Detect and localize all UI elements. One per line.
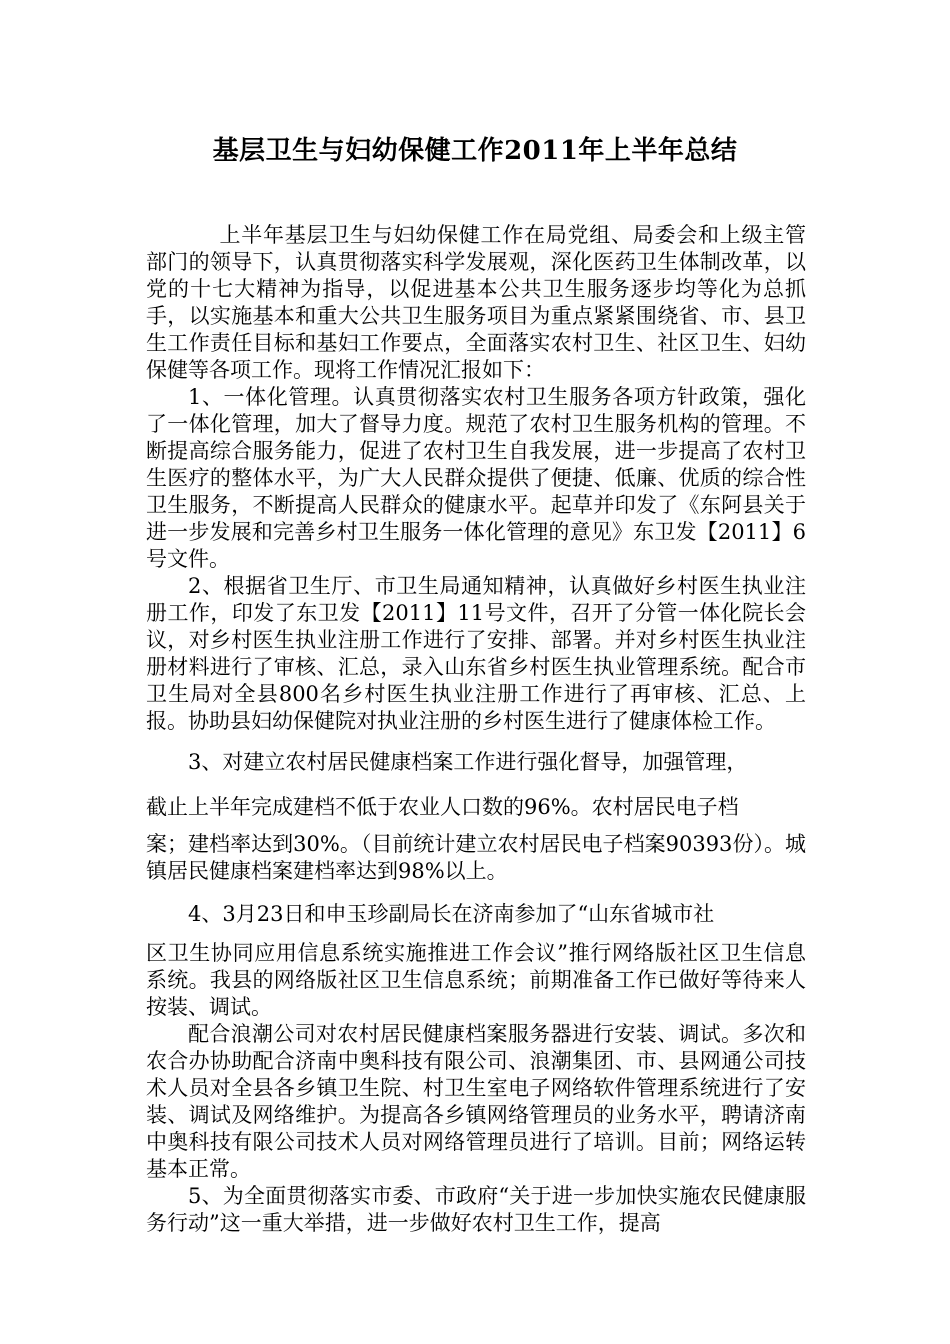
paragraph-item-3-line-2: 截止上半年完成建档不低于农业人口数的96%。农村居民电子档 [146, 795, 739, 819]
paragraph-item-4-rest: 区卫生协同应用信息系统实施推进工作会议”推行网络版社区卫生信息系统。我县的网络版社区卫生信息系统；前期准备工作已做好等待来人按装、调试。 [146, 941, 806, 1019]
paragraph-item-4-line-1: 4、3月23日和申玉珍副局长在济南参加了“山东省城市社 [188, 902, 715, 926]
document-body [146, 222, 806, 1237]
paragraph-network: 配合浪潮公司对农村居民健康档案服务器进行安装、调试。多次和农合办协助配合济南中奥科技有限公司、浪潮集团、市、县网通公司技术人员对全县各乡镇卫生院、村卫生室电子网络软件管理系统进行了安装、调试及网络维护。为提高各乡镇网络管理员的业务水平，聘请济南中奥科技有限公司技术人员对网络管理员进行了培训。目前；网络运转基本正常。 [146, 1022, 806, 1181]
paragraph-item-5: 5、为全面贯彻落实市委、市政府“关于进一步加快实施农民健康服务行动”这一重大举措，进一步做好农村卫生工作，提高 [146, 1184, 806, 1235]
paragraph-item-4 [146, 901, 806, 1021]
paragraph-item-2: 2、根据省卫生厅、市卫生局通知精神，认真做好乡村医生执业注册工作，印发了东卫发【2011】11号文件，召开了分管一体化院长会议，对乡村医生执业注册工作进行了安排、部署。并对乡村医生执业注册材料进行了审核、汇总，录入山东省乡村医生执业管理系统。配合市卫生局对全县800名乡村医生执业注册工作进行了再审核、汇总、上报。协助县妇幼保健院对执业注册的乡村医生进行了健康体检工作。 [146, 574, 806, 733]
paragraph-item-3-line-3: 案；建档率达到30%。（目前统计建立农村居民电子档案90393份）。城镇居民健康档案建档率达到98%以上。 [146, 832, 806, 883]
document-title: 基层卫生与妇幼保健工作2011年上半年总结 [212, 136, 738, 166]
paragraph-item-3 [146, 749, 806, 885]
paragraph-intro: 上半年基层卫生与妇幼保健工作在局党组、局委会和上级主管部门的领导下，认真贯彻落实科学发展观，深化医药卫生体制改革，以党的十七大精神为指导，以促进基本公共卫生服务逐步均等化为总抓手，以实施基本和重大公共卫生服务项目为重点紧紧围绕省、市、县卫生工作责任目标和基妇工作要点，全面落实农村卫生、社区卫生、妇幼保健等各项工作。现将工作情况汇报如下： [146, 223, 806, 382]
paragraph-item-3-line-1: 3、对建立农村居民健康档案工作进行强化督导，加强管理， [188, 750, 748, 774]
paragraph-item-1: 1、一体化管理。认真贯彻落实农村卫生服务各项方针政策，强化了一体化管理，加大了督导力度。规范了农村卫生服务机构的管理。不断提高综合服务能力，促进了农村卫生自我发展，进一步提高了农村卫生医疗的整体水平，为广大人民群众提供了便捷、低廉、优质的综合性卫生服务，不断提高人民群众的健康水平。起草并印发了《东阿县关于进一步发展和完善乡村卫生服务一体化管理的意见》东卫发【2011】6号文件。 [146, 385, 806, 571]
